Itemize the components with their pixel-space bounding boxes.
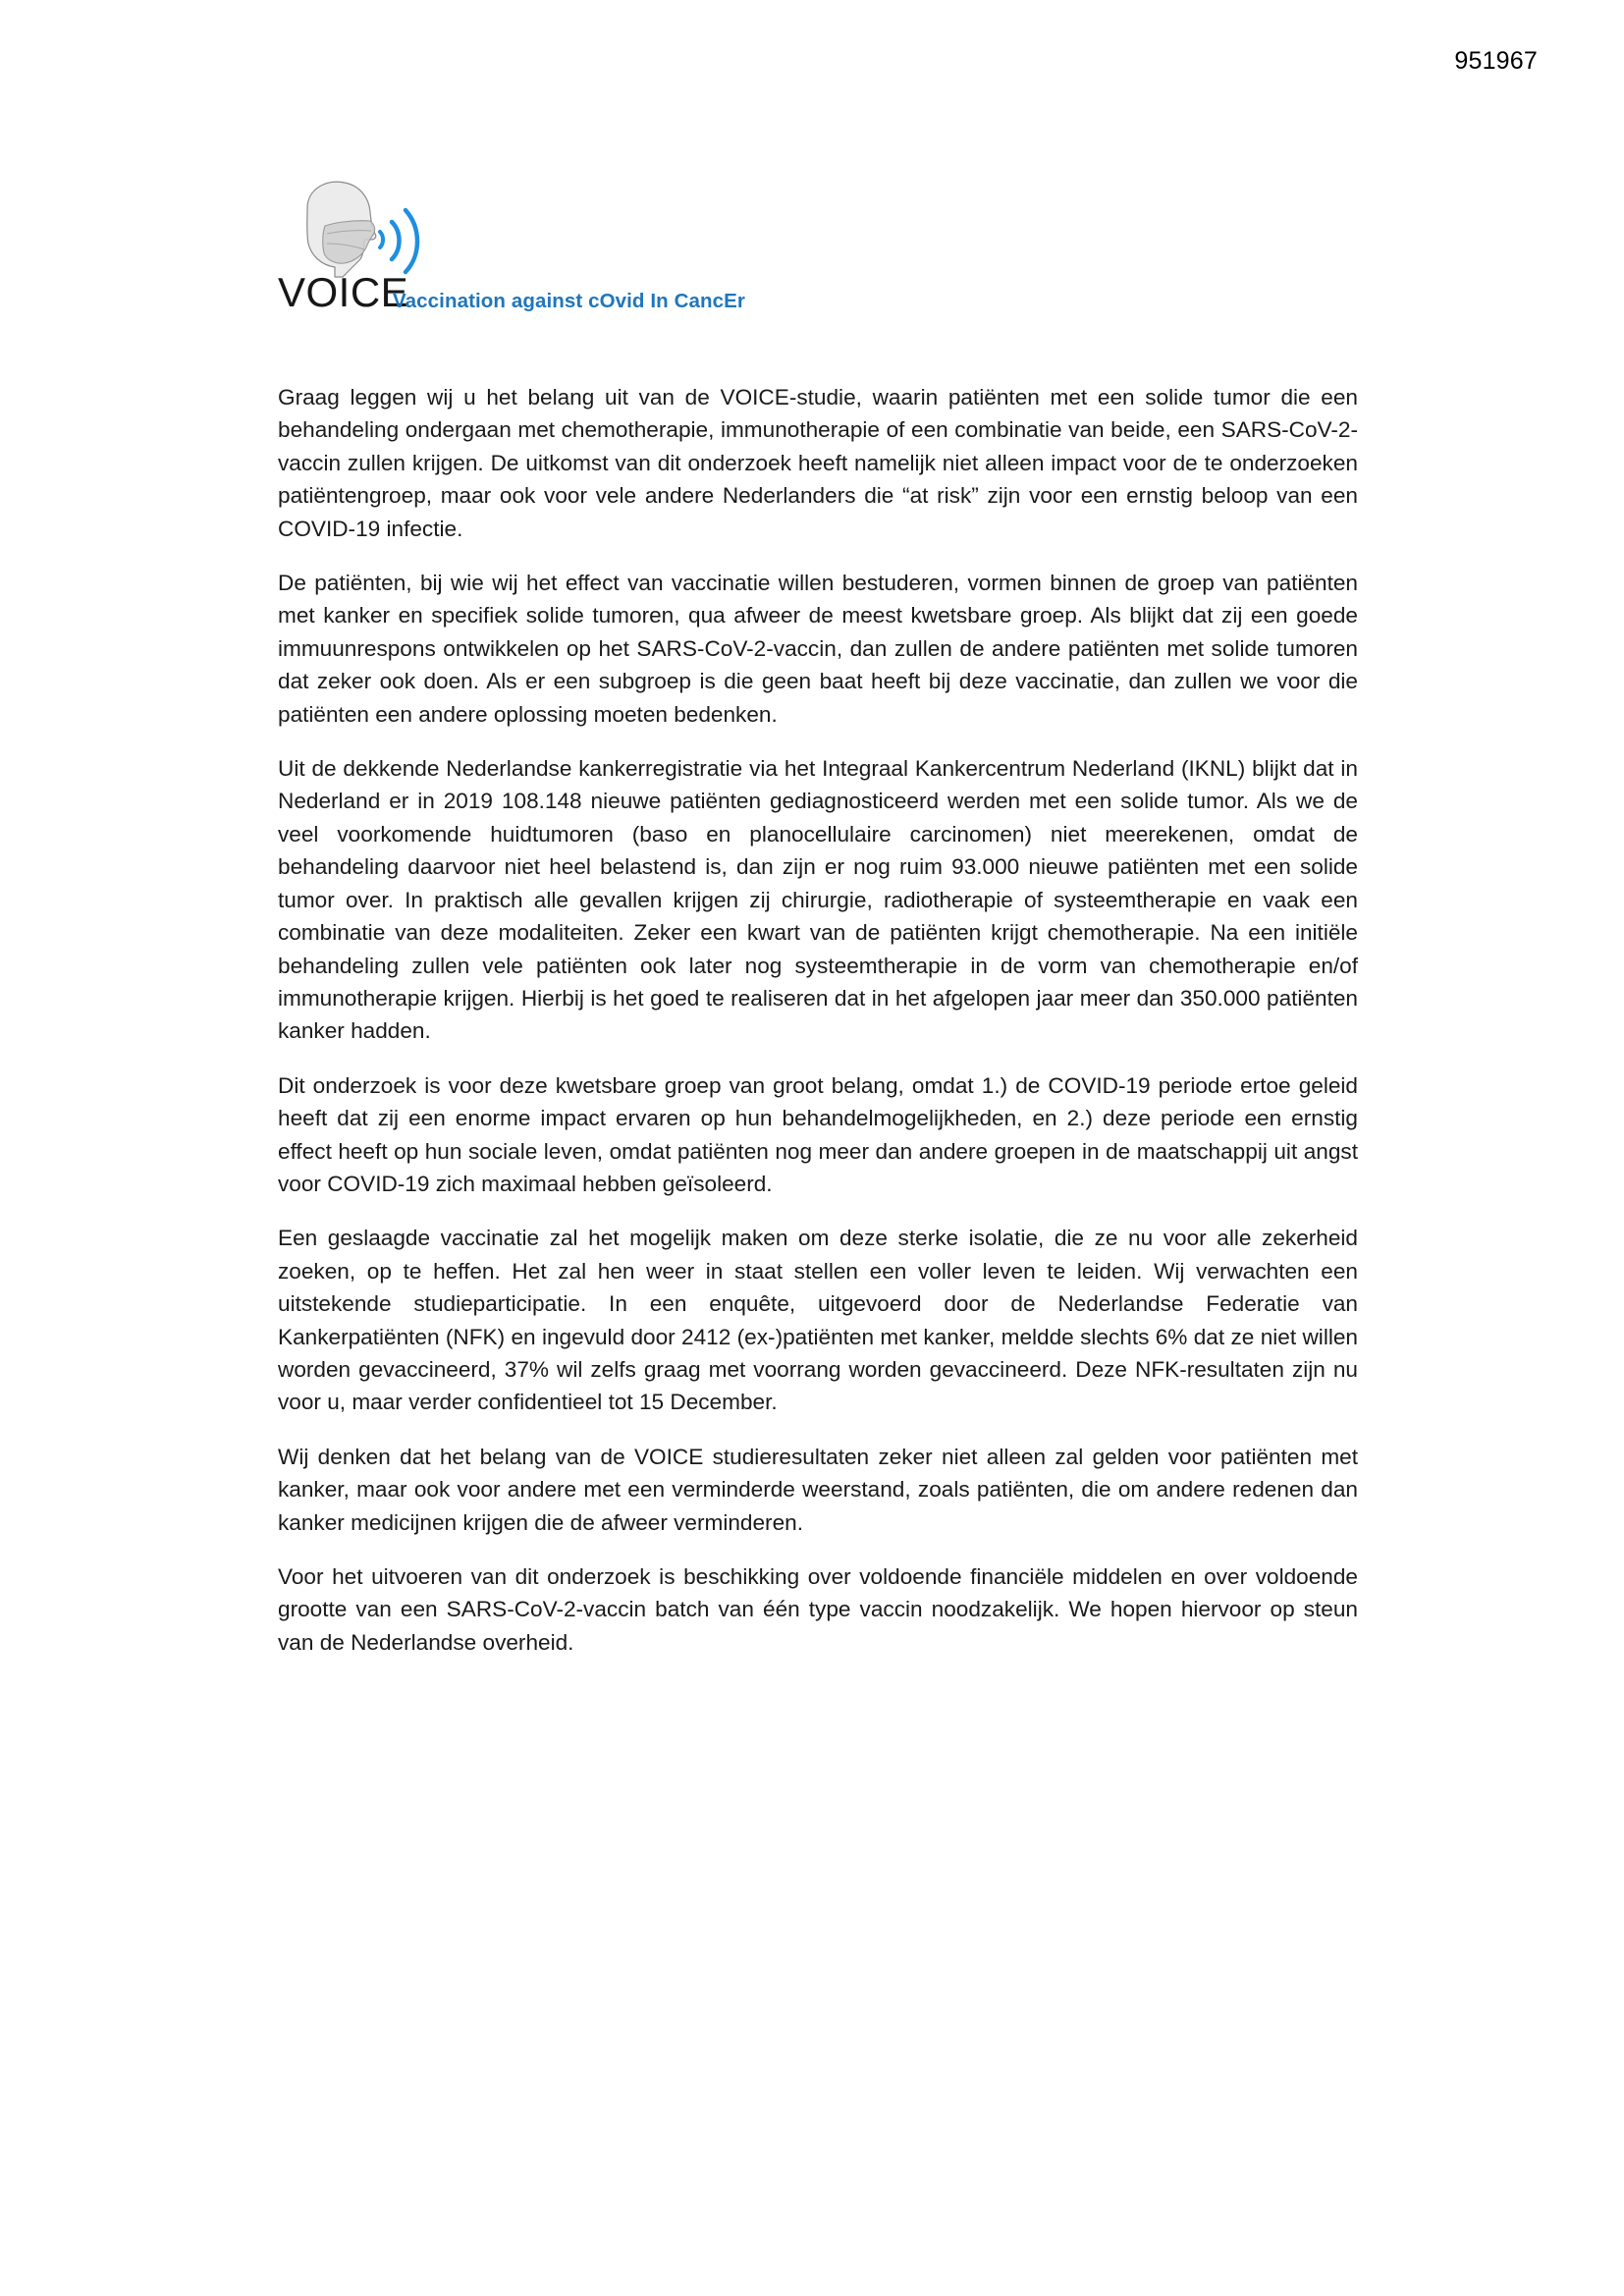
- head-with-mask-and-soundwaves-icon: [278, 175, 435, 283]
- paragraph: De patiënten, bij wie wij het effect van vaccinatie willen bestuderen, vormen binnen de groep van patiënten met kanker en specifiek solide tumoren, qua afweer de meest kwetsbare groep. Als blijkt dat zij een goede immuunrespons ontwikkelen op het SARS-CoV-2-vaccin, dan zullen de andere patiënten met solide tumoren dat zeker ook doen. Als er een subgroep is die geen baat heeft bij deze vaccinatie, dan zullen we voor die patiënten een andere oplossing moeten bedenken.: [278, 571, 1358, 727]
- paragraph: Dit onderzoek is voor deze kwetsbare groep van groot belang, omdat 1.) de COVID-19 periode ertoe geleid heeft dat zij een enorme impact ervaren op hun behandelmogelijkheden, en 2.) deze periode een ernstig effect heeft op hun sociale leven, omdat patiënten nog meer dan andere groepen in de maatschappij uit angst voor COVID-19 zich maximaal hebben geïsoleerd.: [278, 1072, 1358, 1196]
- paragraph: Wij denken dat het belang van de VOICE studieresultaten zeker niet alleen zal gelden voor patiënten met kanker, maar ook voor andere met een verminderde weerstand, zoals patiënten, die om andere redenen dan kanker medicijnen krijgen die de afweer verminderen.: [278, 1444, 1358, 1535]
- logo-tagline: Vaccination against cOvid In CancEr: [393, 290, 745, 312]
- paragraph: Graag leggen wij u het belang uit van de VOICE-studie, waarin patiënten met een solide tumor die een behandeling ondergaan met chemotherapie, immunotherapie of een combinatie van beide, een SARS-CoV-2-vaccin zullen krijgen. De uitkomst van dit onderzoek heeft namelijk niet alleen impact voor de te onderzoeken patiëntengroep, maar ook voor vele andere Nederlanders die “at risk” zijn voor een ernstig beloop van een COVID-19 infectie.: [278, 385, 1358, 541]
- paragraph: Een geslaagde vaccinatie zal het mogelijk maken om deze sterke isolatie, die ze nu voor alle zekerheid zoeken, op te heffen. Het zal hen weer in staat stellen een voller leven te leiden. Wij verwachten een uitstekende studieparticipatie. In een enquête, uitgevoerd door de Nederlandse Federatie van Kankerpatiënten (NFK) en ingevuld door 2412 (ex-)patiënten met kanker, meldde slechts 6% dat ze niet willen worden gevaccineerd, 37% wil zelfs graag met voorrang worden gevaccineerd. Deze NFK-resultaten zijn nu voor u, maar verder confidentieel tot 15 December.: [278, 1226, 1358, 1415]
- paragraph: Voor het uitvoeren van dit onderzoek is beschikking over voldoende financiële middelen en over voldoende grootte van een SARS-CoV-2-vaccin batch van één type vaccin noodzakelijk. We hopen hiervoor op steun van de Nederlandse overheid.: [278, 1564, 1358, 1655]
- logo-wordmark: VOICE: [278, 269, 409, 315]
- paragraph: Uit de dekkende Nederlandse kankerregistratie via het Integraal Kankercentrum Nederland (IKNL) blijkt dat in Nederland er in 2019 108.148 nieuwe patiënten gediagnosticeerd werden met een solide tumor. Als we de veel voorkomende huidtumoren (baso en planocellulaire carcinomen) niet meerekenen, omdat de behandeling daarvoor niet heel belastend is, dan zijn er nog ruim 93.000 nieuwe patiënten met een solide tumor over. In praktisch alle gevallen krijgen zij chirurgie, radiotherapie of systeemtherapie en vaak een combinatie van deze modaliteiten. Zeker een kwart van de patiënten krijgt chemotherapie. Na een initiële behandeling zullen vele patiënten ook later nog systeemtherapie in de vorm van chemotherapie en/of immunotherapie krijgen. Hierbij is het goed te realiseren dat in het afgelopen jaar meer dan 350.000 patiënten kanker hadden.: [278, 756, 1358, 1044]
- voice-logo: [278, 175, 965, 317]
- document-body: [278, 381, 1358, 1659]
- page-number: 951967: [1454, 47, 1538, 75]
